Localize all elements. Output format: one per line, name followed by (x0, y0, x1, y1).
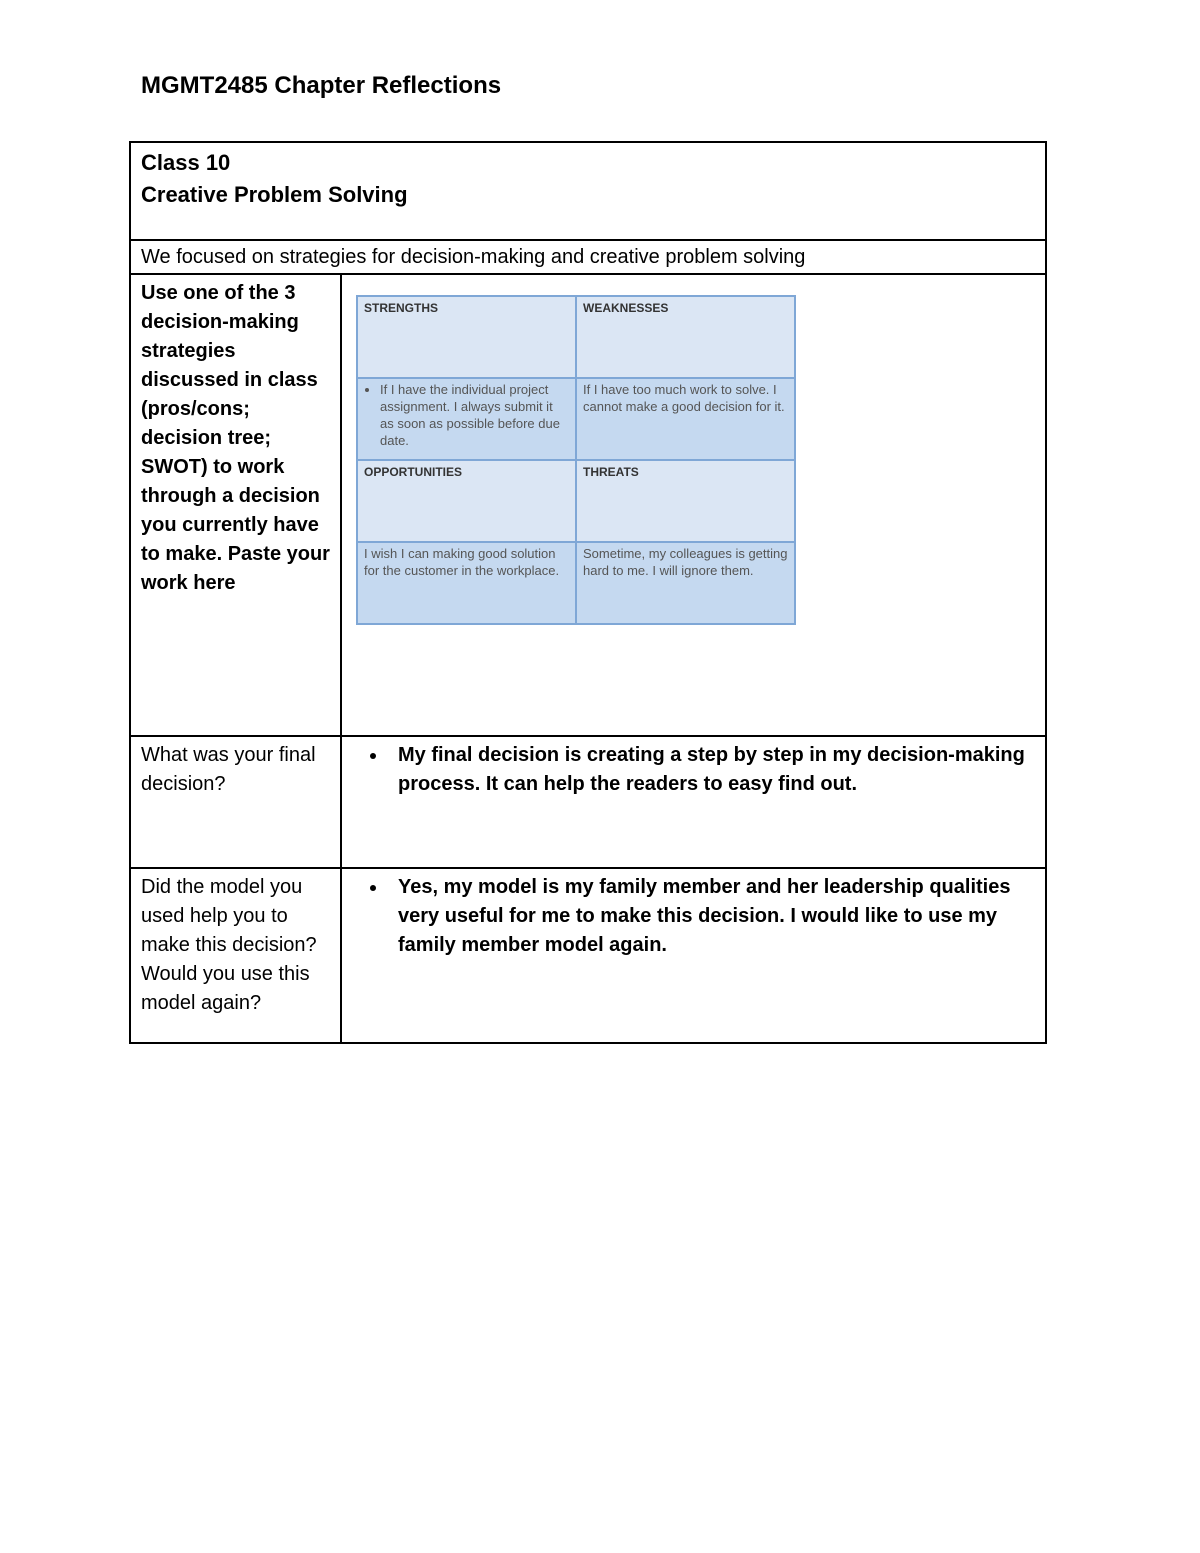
focus-row (130, 240, 1046, 274)
class-number: Class 10 (141, 150, 231, 175)
decision-answer: • My final decision is creating a step by step in my decision-making process. It can help the readers to easy find out. (388, 741, 1035, 799)
swot-strengths-label: STRENGTHS (357, 296, 576, 378)
swot-cell (341, 274, 1046, 736)
class-title: Creative Problem Solving (141, 182, 408, 207)
decision-row (130, 736, 1046, 868)
model-question: Did the model you used help you to make this decision? Would you use this model again? (130, 868, 341, 1043)
swot-threats-label: THREATS (576, 460, 795, 542)
decision-answer-cell (341, 736, 1046, 868)
swot-strengths-box (357, 378, 576, 460)
focus-text: We focused on strategies for decision-making and creative problem solving (130, 240, 1046, 274)
swot-question: Use one of the 3 decision-making strategies discussed in class (pros/cons; decision tree; SWOT) to work through a decision you currently have to make. Paste your work here (130, 274, 341, 736)
model-answer: • Yes, my model is my family member and her leadership qualities very useful for me to make this decision. I would like to use my family member model again. (388, 873, 1035, 960)
page-title: MGMT2485 Chapter Reflections (141, 72, 502, 99)
class-header-cell (130, 142, 1046, 240)
swot-strengths-text: • If I have the individual project assignment. I always submit it as soon as possible before due date. (380, 381, 569, 449)
swot-weaknesses-label: WEAKNESSES (576, 296, 795, 378)
reflection-table (129, 141, 1047, 1044)
class-header-row (130, 142, 1046, 240)
model-answer-cell (341, 868, 1046, 1043)
swot-threats-text: Sometime, my colleagues is getting hard to me. I will ignore them. (576, 542, 795, 624)
swot-row (130, 274, 1046, 736)
swot-diagram (356, 295, 796, 625)
model-row (130, 868, 1046, 1043)
decision-question: What was your final decision? (130, 736, 341, 868)
swot-opportunities-label: OPPORTUNITIES (357, 460, 576, 542)
swot-opportunities-text: I wish I can making good solution for the customer in the workplace. (357, 542, 576, 624)
swot-weaknesses-text: If I have too much work to solve. I cannot make a good decision for it. (576, 378, 795, 460)
